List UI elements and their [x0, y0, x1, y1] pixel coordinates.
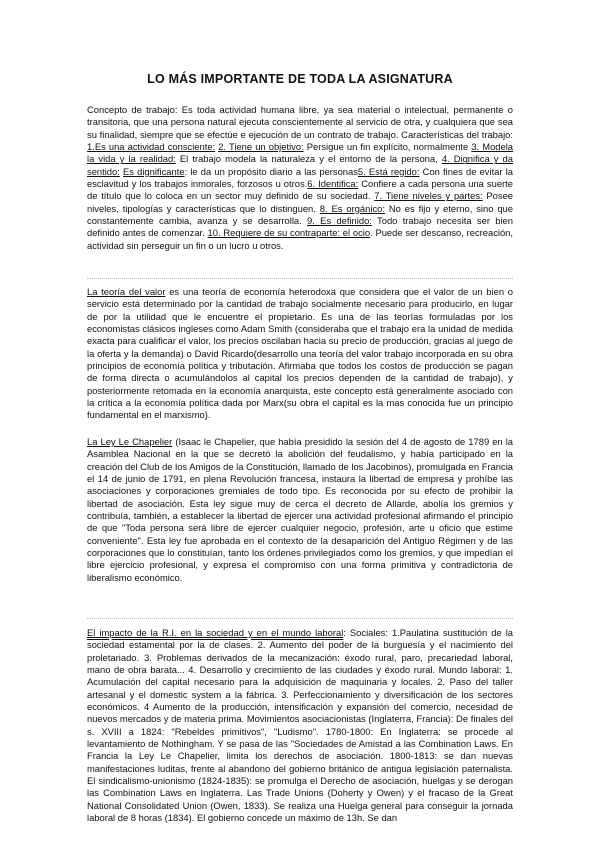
text-run: Posee niveles, tipologías y características que lo distinguen. — [87, 190, 513, 214]
paragraph-work-concept — [87, 104, 513, 252]
le-chapelier-text: (Isaac le Chapelier, que había presidido la sesión del 4 de agosto de 1789 en la Asamblea Nacional en la que se decretó la abolición del feudalismo, y había participado en la creación del Club de los Amigos de la Constitución, llamado de los Jacobinos), promulgada en Francia el 14 de junio de 1791, en plena Revolución francesa, instaura la libertad de empresa y prohíbe las asociaciones y corporaciones gremiales de todo tipo. Es reconocida por su efecto de prohibir la libertad de asociación. Esta ley sigue muy de cerca el decreto de Allarde, abolía los gremios y contribuía, también, a establecer la libertad de ejercer una actividad profesional afirmando el principio de que "Toda persona será libre de ejercer cualquier negocio, profesión, arte u oficio que estime conveniente". Esta ley fue aprobada en el contexto de la desaparición del Antiguo Régimen y de las corporaciones que lo constituían, tanto los órdenes privilegiados como los gremios, y que impedían el libre ejercicio profesional, y expresa el compromiso con una forma primitiva y contradictoria de liberalismo económico. — [87, 436, 513, 583]
text-run: Con fines de evitar la esclavitud y los trabajos inmorales, forzosos u otros. — [87, 165, 513, 190]
value-theory-heading: La teoría del valor — [87, 286, 166, 297]
feature-8-label: 8. Es orgánico: — [319, 202, 385, 214]
feature-6-label: 6. Identifica: — [307, 178, 359, 190]
text-run: : le da un propósito diario a las personas — [184, 165, 358, 177]
feature-4-label: 4. Dignifica y da sentido: — [87, 153, 513, 177]
text-run: No es fijo y eterno, sino que constantemente cambia, avanza y se desarrolla. — [87, 202, 513, 227]
feature-1-label: 1.Es una actividad consciente: — [87, 141, 216, 153]
text-run: Persigue un fin explícito, normalmente — [303, 141, 472, 153]
feature-5-label: 5. Está regido: — [357, 165, 420, 177]
value-theory-text: es una teoría de economía heterodoxa que considera que el valor de un bien o servicio está determinado por la cantidad de trabajo socialmente necesario para producirlo, en lugar de por la utilidad que le encuentre el propietario. Es una de las teorías formuladas por los economistas clásicos ingleses como Adam Smith (consideraba que el trabajo era la unidad de medida exacta para cualificar el valor, los precios oscilaban hacia su precio de producción, gracias al juego de la oferta y la demanda) o David Ricardo(desarrollo una teoría del valor trabajo incorporada en su obra principios de economía política y tributación. Afirmaba que todos los costos de producción se pagan de forma directa o acumulándolos al capital los precios dependen de la cantidad de trabajo), y posteriormente retomada en la economía anarquista, este concepto está generalmente asociado con la crítica a la economía política dada por Marx(su obra el capital es la mas conocida fue un principio fundamental en el marxismo). — [87, 286, 513, 421]
text-run: . Puede ser descanso, recreación, actividad sin perseguir un fin o un lucro u otros. — [87, 227, 513, 251]
text-run: Concepto de trabajo: Es toda actividad humana libre, ya sea material o intelectual, permanente o transitoria, que una persona natural ejecuta conscientemente al servicio de otra, y cualquiera que sea su finalidad, siempre que se efectúe e ejecución de un contrato de trabajo. Características del trabajo: — [87, 104, 513, 140]
feature-3-label: 3. Modela la vida y la realidad: — [87, 141, 514, 165]
paragraph-value-theory — [87, 286, 513, 422]
paragraph-industrial-revolution — [87, 627, 513, 825]
le-chapelier-heading: La Ley Le Chapelier — [87, 436, 173, 447]
paragraph-le-chapelier — [87, 436, 513, 584]
text-run: El trabajo modela la naturaleza y el entorno de la persona, — [175, 153, 442, 165]
dignificante-label: Es dignificante — [123, 165, 185, 177]
industrial-revolution-heading: El impacto de la R.I. en la sociedad y en el mundo laboral — [87, 627, 344, 638]
industrial-revolution-text: : Sociales: 1.Paulatina sustitución de la sociedad estamental por la de clases. 2. Aumento del poder de la burguesía y el nacimiento del proletariado. 3. Problemas derivados de la mecanización: éxodo rural, paro, precariedad laboral, mano de obra barata... 4. Desarrollo y crecimiento de las ciudades y éxodo rural. Mundo laboral: 1. Acumulación del capital necesario para la adquisición de maquinaria y locales. 2. Paso del taller artesanal y el domestic system a la fábrica. 3. Perfeccionamiento y diversificación de los sectores económicos. 4 Aumento de la producción, intensificación y expansión del comercio, necesidad de nuevos mercados y de materia prima. Movimientos asociacionistas (Inglaterra, Francia): De finales del s. XVIII a 1824: "Rebeldes primitivos", "Ludismo". 1780-1800: En Inglaterra: se procede al levantamiento de Nothingham. Y se pasa de las "Sociedades de Amistad a las Combination Laws. En Francia la Ley Le Chapelier, limita los derechos de asociación. 1800-1813: se dan nuevas manifestaciones luditas, frente al abandono del gobierno británico de antigua legislación paternalista. El sindicalismo-unionismo (1824-1835): se promulga el Derecho de asociación, huelgas y se derogan las Combination Laws en Inglaterra. Las Trade Unions (Doherty y Owen) y el fracaso de la Great National Consolidated Union (Owen, 1833). Se realiza una Huelga general para conseguir la jornada laboral de 8 horas (1834). El gobierno concede un máximo de 13h. Se dan — [87, 627, 513, 824]
text-run: Todo trabajo necesita ser bien definido antes de comenzar. — [87, 215, 513, 239]
feature-7-label: 7. Tiene niveles y partes: — [374, 190, 483, 202]
section-divider — [87, 618, 513, 619]
feature-9-label: 9. Es definido: — [307, 215, 372, 227]
section-divider — [87, 278, 513, 279]
feature-10-label: 10. Requiere de su contraparte: el ocio — [207, 227, 371, 239]
document-title: LO MÁS IMPORTANTE DE TODA LA ASIGNATURA — [147, 72, 453, 86]
feature-2-label: 2. Tiene un objetivo: — [218, 141, 304, 153]
text-run: Confiere a cada persona una suerte de título que lo coloca en un sector muy definido de su sociedad. — [87, 178, 513, 202]
